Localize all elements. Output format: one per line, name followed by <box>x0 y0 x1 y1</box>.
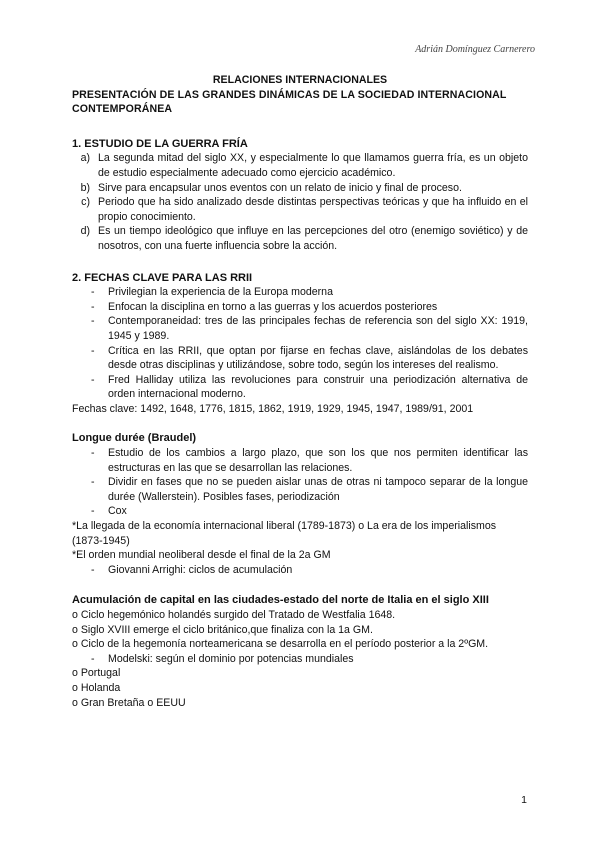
header-author: Adrián Domínguez Carnerero <box>415 44 535 55</box>
list-item: - Fred Halliday utiliza las revoluciones para construir una periodización alternativa de orden internacional moderno. <box>91 373 528 401</box>
section-heading-acumulacion: Acumulación de capital en las ciudades-estado del norte de Italia en el siglo XIII <box>72 594 489 607</box>
list-item: a) La segunda mitad del siglo XX, y especialmente lo que llamamos guerra fría, es un objeto de estudio especialmente adecuado como ejercicio académico. <box>80 152 528 179</box>
list-item: b) Sirve para encapsular unos eventos con un relato de inicio y final de proceso. <box>80 181 462 194</box>
list-item: - Dividir en fases que no se pueden aislar unas de otras ni tampoco separar de la longue durée (Wallerstein). Posibles fases, periodización <box>91 476 528 503</box>
note-economia-liberal: *La llegada de la economía internacional liberal (1789-1873) o La era de los imperialismos (1873-1945) <box>72 520 497 547</box>
document-subtitle: PRESENTACIÓN DE LAS GRANDES DINÁMICAS DE LA SOCIEDAD INTERNACIONAL CONTEMPORÁNEA <box>72 88 507 116</box>
list-item: - Contemporaneidad: tres de las principales fechas de referencia son del siglo XX: 1919, 1945 y 1989. <box>91 315 528 342</box>
list-item: - Cox <box>91 505 127 518</box>
power-line: o Holanda <box>72 681 121 694</box>
modelski-list <box>72 652 528 667</box>
cycle-line: o Ciclo de la hegemonía norteamericana se desarrolla en el período posterior a la 2ºGM. <box>72 638 489 651</box>
section-heading-guerra-fria: 1. ESTUDIO DE LA GUERRA FRÍA <box>72 137 248 150</box>
list-item: - Estudio de los cambios a largo plazo, que son los que nos permiten identificar las estructuras en las que se desarrollan las relaciones. <box>91 447 528 474</box>
cycle-line: o Ciclo hegemónico holandés surgido del Tratado de Westfalia 1648. <box>72 609 396 621</box>
list-item: - Enfocan la disciplina en torno a las guerras y los acuerdos posteriores <box>91 300 438 313</box>
fechas-clave-list <box>72 285 528 402</box>
list-item: - Crítica en las RRII, que optan por fijarse en fechas clave, aislándolas de los debates desde otras disciplinas y utilizándose, sobre todo, según los intereses del realismo. <box>91 344 528 372</box>
page-number: 1 <box>521 794 527 806</box>
section-heading-longue-duree: Longue durée (Braudel) <box>72 432 197 445</box>
list-item: - Privilegian la experiencia de la Europa moderna <box>91 286 333 299</box>
power-line: o Portugal <box>72 667 121 680</box>
section-heading-fechas-clave: 2. FECHAS CLAVE PARA LAS RRII <box>72 271 253 284</box>
longue-duree-list <box>72 446 528 519</box>
list-item: d) Es un tiempo ideológico que influye en las percepciones del otro (enemigo soviético) y de nosotros, con una fuerte influencia sobre la acción. <box>80 225 528 252</box>
list-item: - Giovanni Arrighi: ciclos de acumulación <box>91 563 293 576</box>
note-orden-neoliberal: *El orden mundial neoliberal desde el final de la 2a GM <box>72 549 331 562</box>
fechas-clave-summary: Fechas clave: 1492, 1648, 1776, 1815, 1862, 1919, 1929, 1945, 1947, 1989/91, 2001 <box>72 402 474 415</box>
document-body <box>72 73 528 710</box>
guerra-fria-list <box>72 151 528 253</box>
cycle-line: o Siglo XVIII emerge el ciclo británico,que finaliza con la 1a GM. <box>72 623 373 636</box>
list-item: - Modelski: según el dominio por potencias mundiales <box>91 652 354 665</box>
list-item: c) Periodo que ha sido analizado desde distintas perspectivas teóricas y que ha influido en el propio conocimiento. <box>81 196 528 223</box>
document-title: RELACIONES INTERNACIONALES <box>212 74 388 86</box>
arrighi-list <box>72 563 528 578</box>
power-line: o Gran Bretaña o EEUU <box>72 696 186 709</box>
